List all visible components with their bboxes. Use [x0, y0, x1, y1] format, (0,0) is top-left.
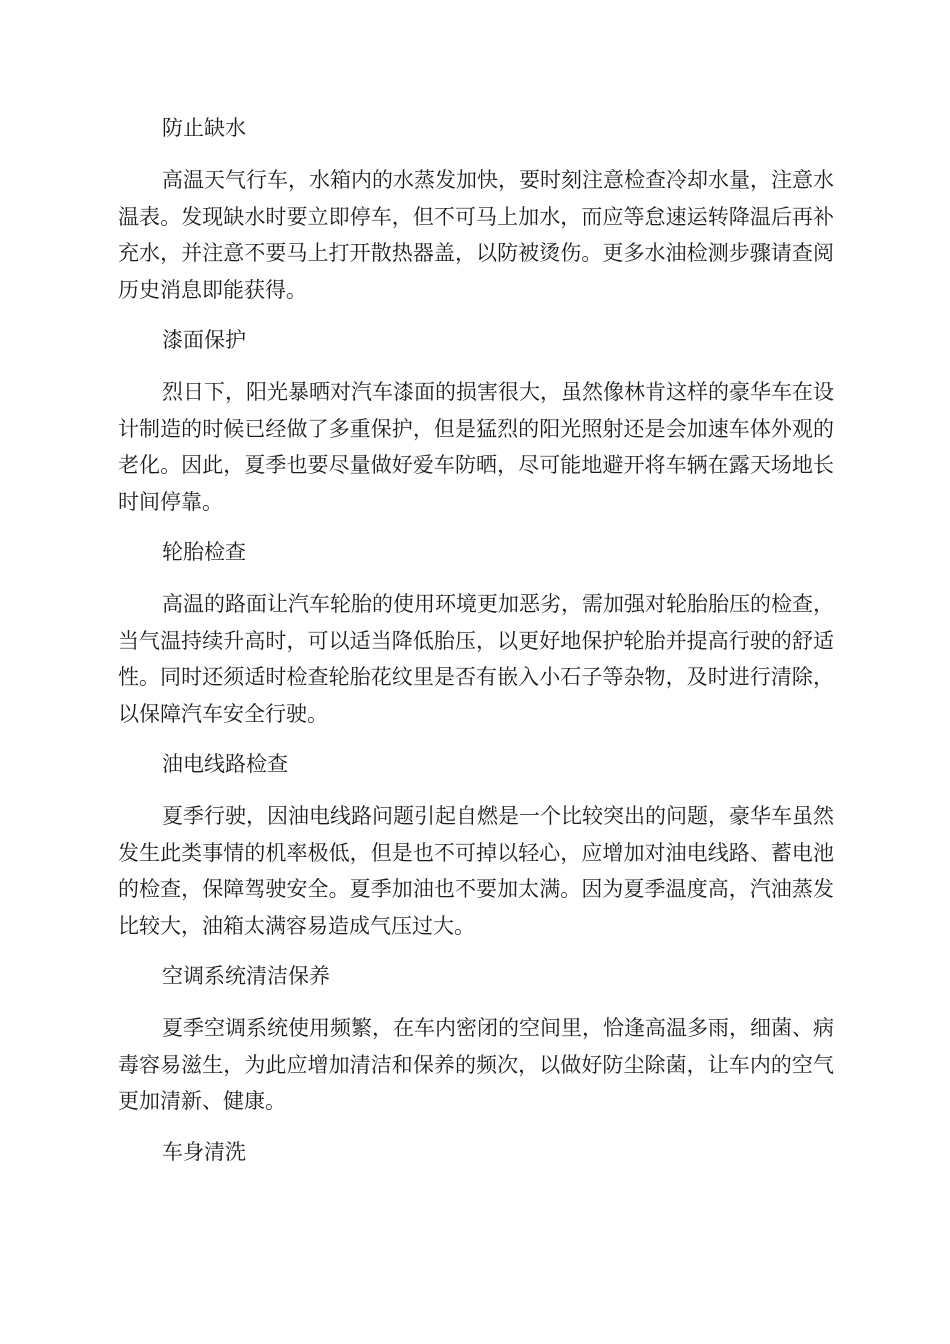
- section-heading-ac: 空调系统清洁保养: [162, 964, 330, 988]
- section-heading-washing: 车身清洗: [162, 1139, 246, 1164]
- document-page: [118, 110, 834, 1170]
- section-heading-paint: 漆面保护: [162, 328, 246, 352]
- section-heading-wiring: 油电线路检查: [162, 752, 288, 776]
- section-body-wiring: 夏季行驶，因油电线路问题引起自燃是一个比较突出的问题，豪华车虽然发生此类事情的机率极低，但是也不可掉以轻心，应增加对油电线路、蓄电池的检查，保障驾驶安全。夏季加油也不要加太满。因为夏季温度高，汽油蒸发比较大，油箱太满容易造成气压过大。: [118, 804, 834, 938]
- section-heading-water: 防止缺水: [162, 116, 246, 140]
- section-body-water: 高温天气行车，水箱内的水蒸发加快，要时刻注意检查冷却水量，注意水温表。发现缺水时要立即停车，但不可马上加水，而应等怠速运转降温后再补充水，并注意不要马上打开散热器盖，以防被烫伤。更多水油检测步骤请查阅历史消息即能获得。: [118, 168, 834, 302]
- section-body-paint: 烈日下，阳光暴晒对汽车漆面的损害很大，虽然像林肯这样的豪华车在设计制造的时候已经做了多重保护，但是猛烈的阳光照射还是会加速车体外观的老化。因此，夏季也要尽量做好爱车防晒，尽可能地避开将车辆在露天场地长时间停靠。: [118, 380, 834, 514]
- section-heading-tires: 轮胎检查: [162, 540, 246, 564]
- section-body-ac: 夏季空调系统使用频繁，在车内密闭的空间里，恰逢高温多雨，细菌、病毒容易滋生，为此应增加清洁和保养的频次，以做好防尘除菌，让车内的空气更加清新、健康。: [118, 1016, 834, 1113]
- section-body-tires: 高温的路面让汽车轮胎的使用环境更加恶劣，需加强对轮胎胎压的检查，当气温持续升高时，可以适当降低胎压，以更好地保护轮胎并提高行驶的舒适性。同时还须适时检查轮胎花纹里是否有嵌入小石子等杂物，及时进行清除，以保障汽车安全行驶。: [118, 592, 834, 726]
